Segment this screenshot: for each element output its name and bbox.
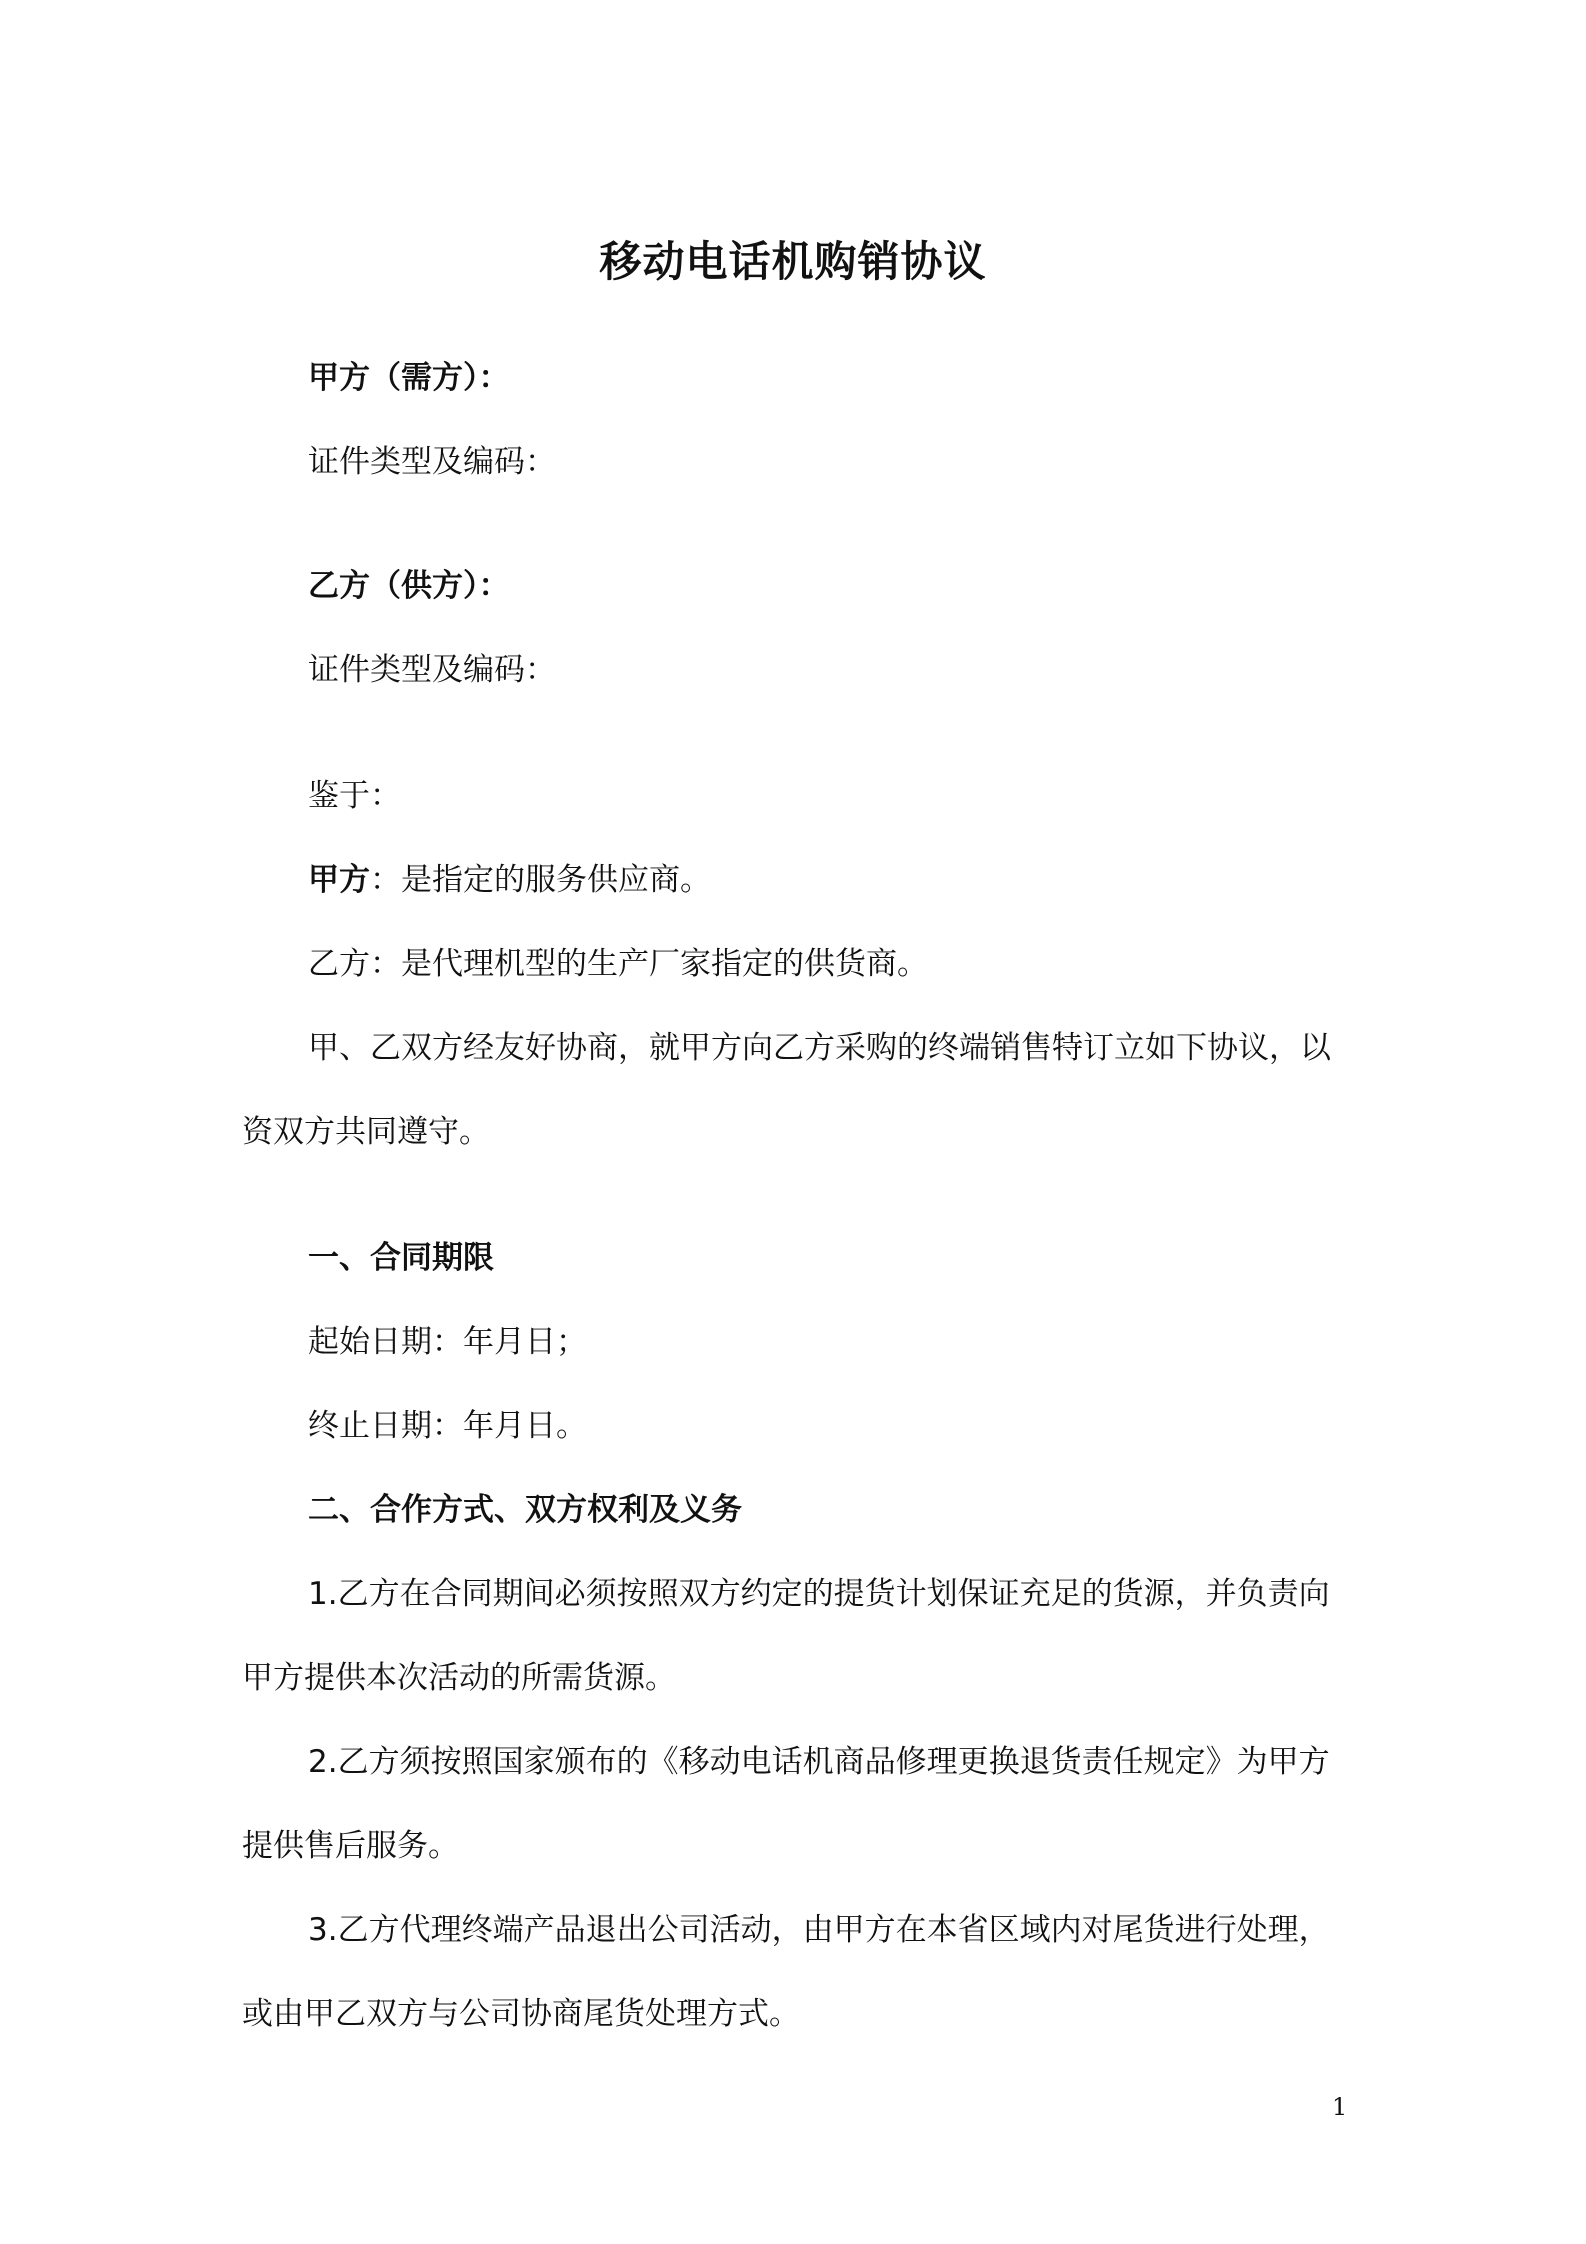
whereas-party-b: 乙方：是代理机型的生产厂家指定的供货商。: [308, 946, 928, 982]
whereas-party-a-label: 甲方: [308, 862, 370, 898]
section-2-heading: 二、合作方式、双方权利及义务: [308, 1492, 742, 1528]
preamble-line-2: 资双方共同遵守。: [242, 1114, 490, 1150]
start-date: 起始日期：年月日；: [308, 1324, 587, 1360]
section-1-heading: 一、合同期限: [308, 1240, 494, 1276]
whereas-party-a: [308, 858, 711, 902]
whereas-heading: 鉴于：: [308, 778, 401, 814]
party-a-id-field: 证件类型及编码：: [308, 444, 556, 480]
clause-3-line-2: 或由甲乙双方与公司协商尾货处理方式。: [242, 1996, 800, 2032]
clause-1-line-1: 1.乙方在合同期间必须按照双方约定的提货计划保证充足的货源，并负责向: [308, 1576, 1330, 1612]
clause-2-line-1: 2.乙方须按照国家颁布的《移动电话机商品修理更换退货责任规定》为甲方: [308, 1744, 1330, 1780]
party-b-label: 乙方（供方）：: [308, 568, 510, 604]
clause-1-line-2: 甲方提供本次活动的所需货源。: [242, 1660, 676, 1696]
party-b-id-field: 证件类型及编码：: [308, 652, 556, 688]
document-title: 移动电话机购销协议: [599, 237, 987, 286]
whereas-party-a-text: ：是指定的服务供应商。: [370, 862, 711, 898]
end-date: 终止日期：年月日。: [308, 1408, 587, 1444]
preamble-line-1: 甲、乙双方经友好协商，就甲方向乙方采购的终端销售特订立如下协议，以: [308, 1030, 1331, 1066]
clause-2-line-2: 提供售后服务。: [242, 1828, 459, 1864]
clause-3-line-1: 3.乙方代理终端产品退出公司活动，由甲方在本省区域内对尾货进行处理，: [308, 1912, 1330, 1948]
page-number: 1: [1332, 2093, 1348, 2121]
party-a-label: 甲方（需方）：: [308, 360, 510, 396]
